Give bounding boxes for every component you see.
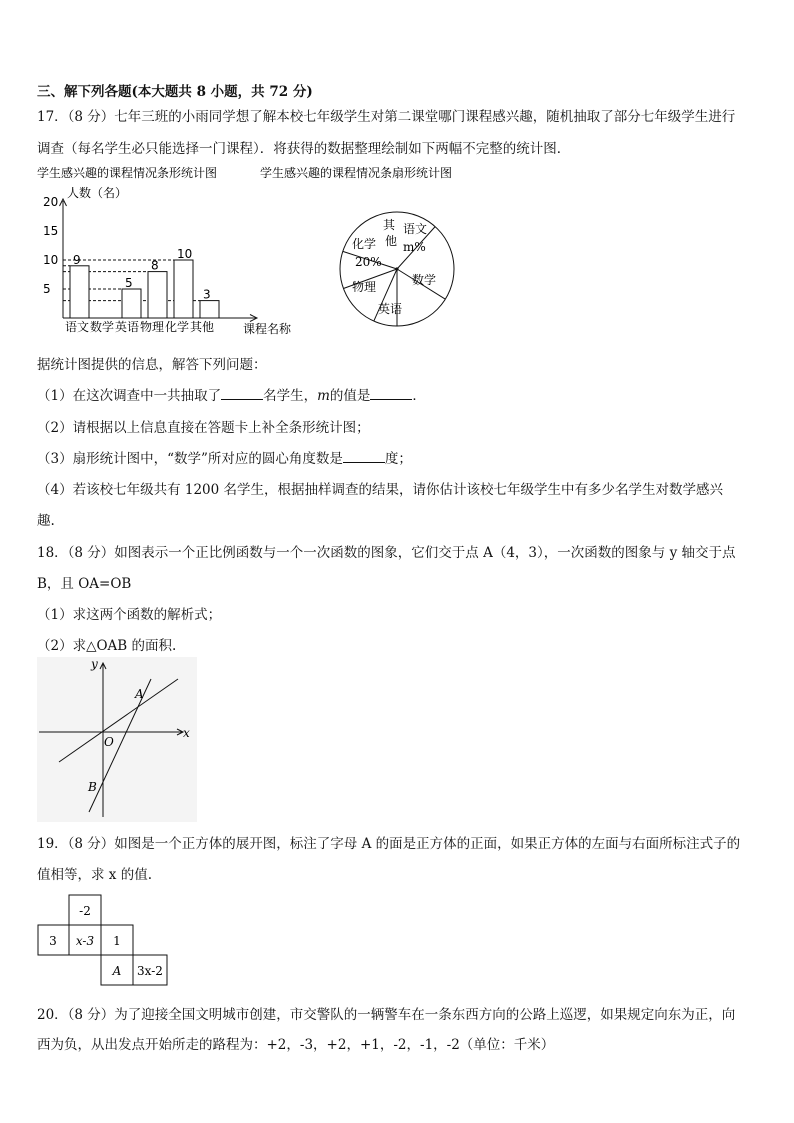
q17-sub1-text-b: 名学生， — [263, 388, 318, 404]
q17-sub1-text-d: ． — [412, 388, 426, 404]
pie-chart — [255, 163, 495, 330]
bar-chart-category-物理: 物理 — [140, 320, 165, 334]
pie-chart-center — [395, 267, 398, 270]
net-text-a: A — [112, 964, 122, 978]
bar-chart-category-数学: 数学 — [90, 320, 115, 334]
q17-line1: 17．（8 分）七年三班的小雨同学想了解本校七年级学生对第二课堂哪门课程感兴趣，随机抽取了部分七年级学生进行 — [37, 109, 736, 125]
pie-label-wuli: 物理 — [352, 280, 377, 294]
q17-sub3-text-a: （3）扇形统计图中，“数学”所对应的圆心角度数是 — [37, 451, 343, 467]
pie-label-huaxue: 化学 — [352, 237, 377, 251]
q17-sub4-line1: （4）若该校七年级共有 1200 名学生，根据抽样调查的结果，请你估计该校七年级学生中有多少名学生对数学感兴 — [37, 482, 724, 498]
y-axis-label: y — [91, 657, 98, 671]
q18-function-graph — [37, 657, 197, 822]
bar-chart-data-label: 5 — [125, 276, 133, 290]
bar-chart-data-label: 9 — [73, 252, 81, 267]
bar-化学 — [174, 260, 193, 318]
point-b-label: B — [88, 780, 97, 794]
bar-chart-xlabel: 课程名称 — [243, 322, 292, 336]
q18-line2: B，且 OA=OB — [37, 576, 132, 592]
q17-sub1-text-c: 的值是 — [329, 388, 371, 404]
q19-line2: 值相等，求 x 的值. — [37, 867, 152, 883]
q17-sub4-line2: 趣. — [37, 513, 55, 529]
bar-物理 — [148, 272, 167, 318]
q17-line2: 调查（每名学生必只能选择一门课程）．将获得的数据整理绘制如下两幅不完整的统计图． — [37, 141, 571, 157]
pie-label-qi: 其 — [383, 218, 396, 232]
q20-line1: 20．（8 分）为了迎接全国文明城市创建，市交警队的一辆警车在一条东西方向的公路上巡逻，如果规定向东为正，向 — [37, 1007, 736, 1023]
answer-blank — [370, 387, 412, 400]
pie-label-yuwen: 语文 — [403, 222, 428, 236]
q18-sub2: （2）求△OAB 的面积. — [37, 638, 177, 654]
q18-line1: 18．（8 分）如图表示一个正比例函数与一个一次函数的图象，它们交于点 A（4，3），一次函数的图象与 y 轴交于点 — [37, 545, 736, 561]
pie-label-shuxue: 数学 — [412, 273, 437, 287]
q19-line1: 19．（8 分）如图是一个正方体的展开图，标注了字母 A 的面是正方体的正面，如果正方体的左面与右面所标注式子的 — [37, 836, 741, 852]
bar-chart-data-label: 10 — [177, 247, 193, 261]
q17-sub2: （2）请根据以上信息直接在答题卡上补全条形统计图； — [37, 420, 370, 436]
bar-chart-title: 学生感兴趣的课程情况条形统计图 — [37, 166, 218, 180]
origin-label: O — [104, 735, 114, 749]
net-text-left: 3 — [49, 934, 57, 948]
pie-label-yingyu: 英语 — [378, 302, 403, 316]
q17-sub3 — [37, 447, 412, 467]
pie-label-m-pct: m% — [403, 240, 426, 254]
cube-net — [37, 894, 169, 986]
pie-label-ta: 他 — [385, 234, 398, 248]
net-text-bottom-right: 3x-2 — [137, 964, 163, 978]
bar-chart-category-化学: 化学 — [165, 320, 190, 334]
pie-chart-title: 学生感兴趣的课程情况条扇形统计图 — [260, 166, 453, 180]
bar-chart-data-label: 3 — [203, 287, 211, 302]
bar-chart-y-tick: 10 — [43, 253, 59, 267]
q17-sub1-m: m — [317, 388, 330, 404]
q17-sub3-text-b: 度； — [384, 451, 412, 467]
q17-sub1-text-a: （1）在这次调查中一共抽取了 — [37, 388, 222, 404]
net-text-mid: x-3 — [75, 934, 95, 948]
bar-chart-category-英语: 英语 — [115, 320, 140, 334]
point-a-label: A — [135, 687, 144, 701]
bar-chart-bars — [70, 260, 219, 318]
q17-intro: 据统计图提供的信息，解答下列问题： — [37, 357, 267, 373]
bar-chart-categories — [65, 319, 214, 334]
bar-英语 — [122, 289, 141, 318]
q17-sub1 — [37, 384, 426, 404]
bar-chart-y-tick: 15 — [43, 224, 59, 238]
section-header: 三、解下列各题(本大题共 8 小题，共 72 分) — [37, 84, 313, 100]
bar-chart-ylabel: 人数（名） — [67, 186, 128, 200]
answer-blank — [221, 387, 263, 400]
x-axis-label: x — [183, 726, 190, 740]
bar-chart-category-语文: 语文 — [65, 320, 90, 334]
bar-chart-category-其他: 其他 — [190, 320, 215, 334]
net-text-top: -2 — [79, 904, 91, 918]
bar-其他 — [200, 301, 219, 318]
bar-chart-y-ticks — [43, 195, 58, 296]
bar-chart-y-tick: 20 — [43, 195, 59, 209]
bar-chart-data-label: 8 — [151, 258, 159, 273]
answer-blank — [343, 450, 385, 463]
q20-line2: 西为负，从出发点开始所走的路程为：+2，-3，+2，+1，-2，-1，-2（单位：千米） — [37, 1037, 555, 1053]
bar-chart-y-tick: 5 — [43, 282, 51, 296]
bar-语文 — [70, 266, 89, 318]
q18-sub1: （1）求这两个函数的解析式； — [37, 607, 222, 623]
pie-label-huaxue-pct: 20% — [355, 255, 382, 269]
net-text-right: 1 — [113, 934, 121, 948]
